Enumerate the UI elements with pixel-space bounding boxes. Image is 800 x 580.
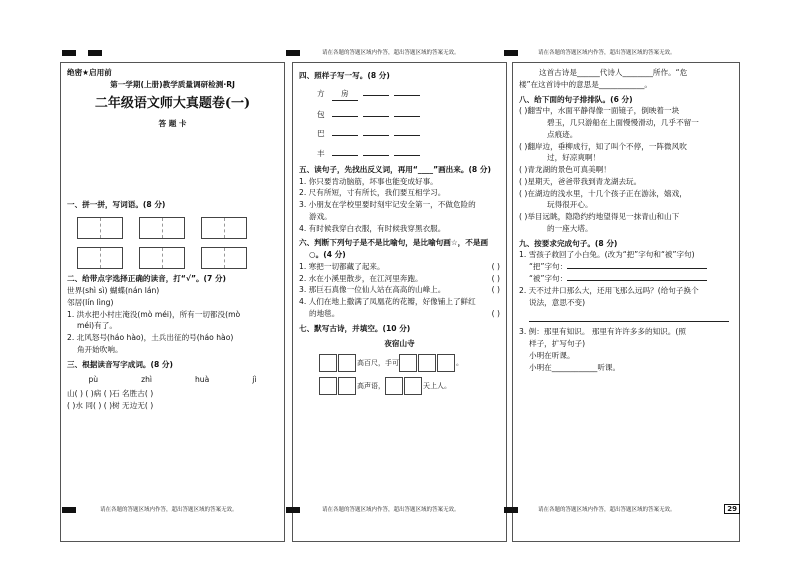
q9-line: 小明在听课。 [529, 350, 575, 360]
pinyin-row [67, 374, 278, 386]
tianzige-box[interactable] [139, 217, 185, 239]
column-1 [60, 62, 285, 542]
tianzige-box[interactable] [201, 247, 247, 269]
answer-blank[interactable] [394, 135, 420, 136]
q9-text: “被”字句： [529, 274, 568, 284]
bottom-bar [60, 505, 740, 515]
registration-mark [62, 50, 76, 56]
poem-text: 高声语， [357, 381, 385, 390]
q6-text: 的地毯。 [309, 309, 340, 319]
q2-line: 世界(shì sì) 蝴蝶(nán lán) [67, 285, 160, 295]
poem-text: 。 [456, 358, 463, 367]
poem-text: 高百尺，手可 [357, 358, 399, 367]
question-7-heading: 七、默写古诗，并填空。(10 分) [299, 323, 411, 333]
question-5-heading: 五、读句子，先找出反义词，再用“____”画出来。(8 分) [299, 164, 491, 174]
q6-blank[interactable]: ( ) [491, 273, 500, 283]
q2-line: 2. 北风怒号(háo hào)，土兵出征的号(háo hào) [67, 333, 234, 343]
q9-line: 1. 雪孩子救回了小白兔。(改为“把”字句和“被”字句) [519, 250, 695, 260]
column-3 [512, 62, 740, 542]
answer-area-note: 请在各题的答题区域内作答，超出答题区域的答案无效。 [538, 507, 676, 513]
q9-line [519, 261, 733, 273]
question-2-heading: 二、给带点字选择正确的读音，打“√”。(7 分) [67, 274, 227, 284]
question-6-heading: 六、判断下列句子是不是比喻句，是比喻句画☆，不是画 [299, 238, 489, 248]
poem-row [319, 377, 500, 395]
q4-example: 房 [332, 88, 358, 101]
column-2 [292, 62, 507, 542]
q5-line: 3. 小朋友在学校里要时刻牢记安全第一，不做危险的 [299, 200, 476, 210]
char-box[interactable] [399, 354, 417, 372]
q4-row [317, 88, 500, 101]
q9-line [519, 273, 733, 285]
registration-mark [504, 507, 518, 513]
tianzige-box[interactable] [77, 217, 123, 239]
q2-line: 1. 洪水把小村庄淹没(mò méi)，所有一切都没(mò [67, 309, 241, 319]
registration-mark [286, 507, 300, 513]
q8-line: ( )青龙湖的景色可真美啊！ [519, 165, 611, 175]
answer-blank[interactable] [363, 95, 389, 96]
q5-line: 1. 你只要肯动脑筋，坏事也能变成好事。 [299, 176, 438, 186]
tianzige-box[interactable] [139, 247, 185, 269]
q9-line: 小明在____________听课。 [529, 362, 621, 372]
page-title: 二年级语文师大真题卷(一) [94, 95, 251, 111]
q8-line: ( )翻岸边，垂柳成行，知了叫个不停，一阵微风吹 [519, 141, 687, 151]
char-box[interactable] [338, 354, 356, 372]
q4-row [317, 148, 500, 160]
q6-text: 1. 寒把一切都藏了起来。 [299, 261, 385, 271]
answer-blank[interactable] [332, 135, 358, 136]
q6-line [299, 273, 500, 285]
poem-title: 夜宿山寺 [384, 338, 415, 348]
poem-row [319, 354, 500, 372]
answer-blank[interactable] [363, 116, 389, 117]
answer-blank[interactable] [363, 135, 389, 136]
q2-line: méi)有了。 [77, 321, 117, 331]
answer-area-note: 请在各题的答题区域内作答，超出答题区域的答案无效。 [538, 50, 676, 56]
poem-text: 天上人。 [423, 381, 451, 390]
question-1-heading: 一、拼一拼，写词语。(8 分) [67, 200, 166, 210]
char-box[interactable] [385, 377, 403, 395]
question-8-heading: 八、给下面的句子排排队。(6 分) [519, 94, 633, 104]
answer-blank[interactable] [394, 95, 420, 96]
top-bar [60, 48, 740, 58]
registration-mark [286, 50, 300, 56]
answer-blank[interactable] [394, 116, 420, 117]
q8-line: ( )在湖边的浅水里，十几个孩子正在游泳，嬉戏， [519, 188, 687, 198]
char-box[interactable] [437, 354, 455, 372]
pinyin: huà [194, 375, 210, 385]
q5-line: 2. 尺有所短，寸有所长，我们要互相学习。 [299, 188, 446, 198]
poem-question-line: 这首古诗是______代诗人________所作。“危 [539, 68, 688, 77]
q9-line: 样子，扩写句子) [529, 339, 586, 349]
q3-row: ( )水 同( ) ( )树 无边无( ) [67, 400, 154, 410]
tianzige-box[interactable] [201, 217, 247, 239]
q2-line: 角开始吹响。 [77, 344, 123, 354]
answer-card-label: 答 题 卡 [158, 118, 187, 128]
answer-line[interactable] [529, 316, 729, 322]
q5-line: 4. 有时候我穿白衣服，有时候我穿黑衣服。 [299, 223, 446, 233]
answer-blank[interactable] [363, 155, 389, 156]
answer-line[interactable] [567, 268, 707, 269]
q8-line: ( )翻雪中，水面平静得像一面镜子，倒映着一块 [519, 106, 680, 116]
tianzige-box[interactable] [77, 247, 123, 269]
secret-label: 绝密★启用前 [67, 68, 112, 77]
q4-char: 巴 [317, 129, 325, 139]
q4-row [317, 109, 500, 121]
question-9-heading: 九、按要求完成句子。(8 分) [519, 238, 618, 248]
answer-area-note: 请在各题的答题区域内作答，超出答题区域的答案无效。 [322, 50, 460, 56]
answer-area-note: 请在各题的答题区域内作答，超出答题区域的答案无效。 [100, 507, 238, 513]
q8-line: 碧玉，几只游船在上面慢慢滑动，几乎不留一 [547, 118, 699, 128]
question-4-heading: 四、照样子写一写。(8 分) [299, 71, 390, 80]
word-grid [77, 217, 278, 269]
exam-sheet [60, 44, 740, 516]
q8-line: 的一座大塔。 [547, 223, 593, 233]
registration-mark [62, 507, 76, 513]
pinyin: jì [252, 375, 257, 385]
q5-line: 游戏。 [309, 211, 332, 221]
q4-char: 包 [317, 109, 325, 119]
semester-label: 第一学期(上册)教学质量调研检测·RJ [110, 79, 235, 89]
question-6-heading-cont: ○。(4 分) [309, 250, 346, 260]
answer-line[interactable] [567, 280, 707, 281]
char-box[interactable] [338, 377, 356, 395]
answer-blank[interactable] [332, 116, 358, 117]
q6-blank[interactable]: ( ) [491, 261, 500, 271]
q6-line [299, 284, 500, 296]
pinyin: zhì [141, 375, 153, 385]
char-box[interactable] [319, 354, 337, 372]
q9-line: 2. 天不过井口那么大，还用飞那么远吗？(给句子换个 [519, 285, 699, 295]
answer-blank[interactable] [394, 155, 420, 156]
registration-mark [504, 50, 518, 56]
q6-blank[interactable]: ( ) [491, 309, 500, 319]
q9-line: 3. 例：那里有知识。 那里有许许多多的知识。(照 [519, 327, 686, 337]
question-3-heading: 三、根据读音写字成词。(8 分) [67, 359, 173, 369]
poem-question-line: 楼”在这首诗中的意思是____________。 [519, 79, 653, 89]
char-box[interactable] [418, 354, 436, 372]
q6-text: 3. 那巨石真像一位仙人站在高高的山峰上。 [299, 285, 446, 295]
q6-line [299, 261, 500, 273]
q8-line: 过，好凉爽啊！ [547, 153, 601, 163]
answer-blank[interactable] [332, 155, 358, 156]
pinyin: pù [88, 375, 99, 385]
q3-row: 山( ) ( )病 ( )石 名胜古( ) [67, 389, 154, 399]
q9-text: “把”字句： [529, 262, 568, 272]
char-box[interactable] [319, 377, 337, 395]
q6-line [299, 308, 500, 320]
q6-blank[interactable]: ( ) [491, 285, 500, 295]
q4-char: 丰 [317, 149, 325, 159]
q9-line: 说法，意思不变) [529, 297, 586, 307]
answer-area-note: 请在各题的答题区域内作答，超出答题区域的答案无效。 [322, 507, 460, 513]
q2-line: 邻居(lín lìng) [67, 297, 114, 307]
q4-row [317, 128, 500, 140]
q4-char: 方 [317, 88, 325, 98]
q8-line: 玩得很开心。 [547, 200, 593, 210]
q8-line: ( )星期天，爸爸带我到青龙湖去玩。 [519, 176, 642, 186]
q8-line: 点痕迹。 [547, 129, 578, 139]
char-box[interactable] [404, 377, 422, 395]
q4-rows [317, 88, 500, 160]
page-number: 29 [724, 504, 740, 514]
q8-line: ( )举目远眺，隐隐约约地望得见一抹青山和山下 [519, 212, 680, 222]
q6-text: 2. 水在小溪里散步，在江河里奔跑。 [299, 273, 423, 283]
q6-line: 4. 人们在地上撒满了凤凰花的花瓣，好像铺上了鲜红 [299, 297, 476, 307]
registration-mark [88, 50, 102, 56]
